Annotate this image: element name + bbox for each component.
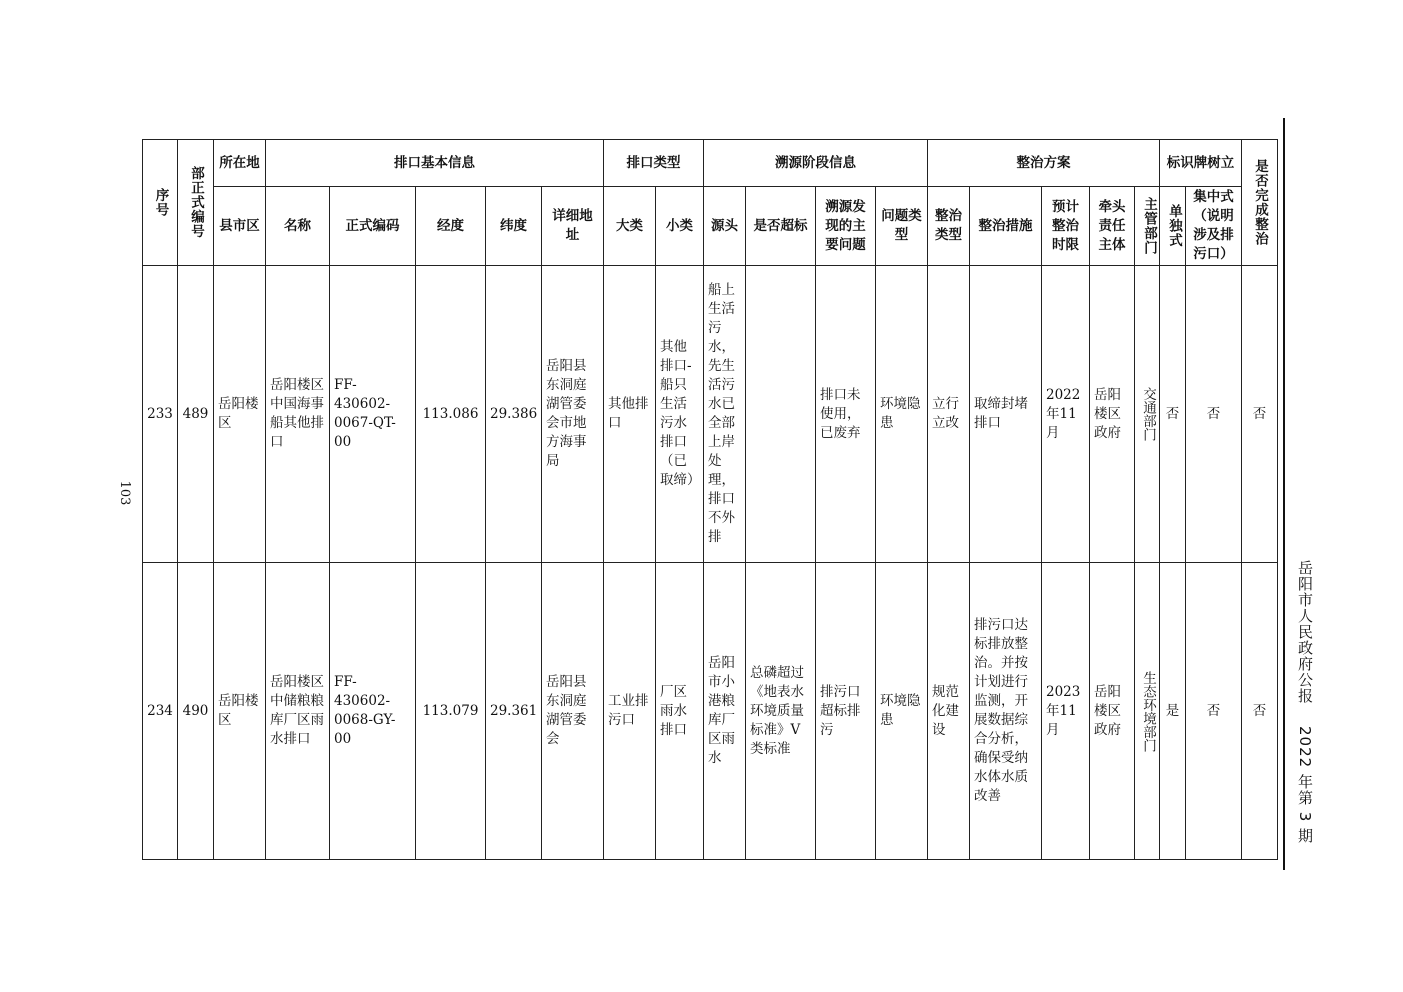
- cell-completed: 否: [1242, 563, 1278, 860]
- cell-source: 岳阳市小港粮库厂区雨水: [704, 563, 746, 860]
- cell-minor: 其他排口-船只生活污水排口（已取缔）: [656, 266, 704, 563]
- table-row: [143, 563, 1278, 860]
- cell-authority: 生态环境部门: [1135, 563, 1160, 860]
- cell-lead: 岳阳楼区政府: [1090, 563, 1135, 860]
- header-trace-info: 溯源阶段信息: [704, 140, 928, 187]
- cell-problem: 排口未使用，已废弃: [816, 266, 876, 563]
- page-number: 103: [117, 480, 132, 506]
- publication-title: 岳阳市人民政府公报: [1296, 560, 1314, 704]
- header-measures: 整治措施: [970, 187, 1042, 266]
- header-seq: 序号: [143, 140, 178, 266]
- cell-latitude: 29.361: [486, 563, 542, 860]
- header-completed: 是否完成整治: [1242, 140, 1278, 266]
- cell-authority: 交通部门: [1135, 266, 1160, 563]
- outlet-remediation-table: [142, 139, 1278, 860]
- header-row-2: [143, 187, 1278, 266]
- header-row-1: [143, 140, 1278, 187]
- cell-dept-code: 489: [178, 266, 214, 563]
- header-name: 名称: [266, 187, 330, 266]
- cell-latitude: 29.386: [486, 266, 542, 563]
- header-dept-code: 部正式编号: [178, 140, 214, 266]
- cell-address: 岳阳县东洞庭湖管委会市地方海事局: [542, 266, 604, 563]
- header-exceed: 是否超标: [746, 187, 816, 266]
- header-single: 单独式: [1160, 187, 1186, 266]
- cell-dept-code: 490: [178, 563, 214, 860]
- issue-label: 2022 年第 3 期: [1296, 726, 1314, 845]
- header-location: 所在地: [214, 140, 266, 187]
- cell-completed: 否: [1242, 266, 1278, 563]
- header-problem: 溯源发现的主要问题: [816, 187, 876, 266]
- header-minor: 小类: [656, 187, 704, 266]
- header-plan: 整治方案: [928, 140, 1160, 187]
- cell-seq: 233: [143, 266, 178, 563]
- cell-fix-type: 规范化建设: [928, 563, 970, 860]
- cell-problem-type: 环境隐患: [876, 563, 928, 860]
- cell-fix-type: 立行立改: [928, 266, 970, 563]
- cell-code: FF-430602-0068-GY-00: [330, 563, 416, 860]
- cell-county: 岳阳楼区: [214, 266, 266, 563]
- header-deadline: 预计整治时限: [1042, 187, 1090, 266]
- header-outlet-type: 排口类型: [604, 140, 704, 187]
- cell-lead: 岳阳楼区政府: [1090, 266, 1135, 563]
- table-row: [143, 266, 1278, 563]
- right-margin-rule: [1283, 118, 1285, 870]
- cell-code: FF-430602-0067-QT-00: [330, 266, 416, 563]
- cell-name: 岳阳楼区中储粮粮库厂区雨水排口: [266, 563, 330, 860]
- cell-single: 是: [1160, 563, 1186, 860]
- header-source: 源头: [704, 187, 746, 266]
- header-longitude: 经度: [416, 187, 486, 266]
- header-fix-type: 整治类型: [928, 187, 970, 266]
- header-sign: 标识牌树立: [1160, 140, 1242, 187]
- cell-exceed: [746, 266, 816, 563]
- cell-longitude: 113.079: [416, 563, 486, 860]
- header-lead: 牵头责任主体: [1090, 187, 1135, 266]
- cell-deadline: 2023年11月: [1042, 563, 1090, 860]
- running-header: [1295, 560, 1316, 844]
- cell-seq: 234: [143, 563, 178, 860]
- header-address: 详细地址: [542, 187, 604, 266]
- cell-longitude: 113.086: [416, 266, 486, 563]
- header-central: 集中式（说明涉及排污口）: [1186, 187, 1242, 266]
- cell-single: 否: [1160, 266, 1186, 563]
- cell-source: 船上生活污水，先生活污水已全部上岸处理，排口不外排: [704, 266, 746, 563]
- cell-central: 否: [1186, 563, 1242, 860]
- header-authority: 主管部门: [1135, 187, 1160, 266]
- cell-deadline: 2022年11月: [1042, 266, 1090, 563]
- cell-problem-type: 环境隐患: [876, 266, 928, 563]
- header-latitude: 纬度: [486, 187, 542, 266]
- cell-minor: 厂区雨水排口: [656, 563, 704, 860]
- cell-central: 否: [1186, 266, 1242, 563]
- header-county: 县市区: [214, 187, 266, 266]
- cell-major: 工业排污口: [604, 563, 656, 860]
- header-problem-type: 问题类型: [876, 187, 928, 266]
- cell-name: 岳阳楼区中国海事船其他排口: [266, 266, 330, 563]
- header-major: 大类: [604, 187, 656, 266]
- cell-address: 岳阳县东洞庭湖管委会: [542, 563, 604, 860]
- cell-major: 其他排口: [604, 266, 656, 563]
- header-code: 正式编码: [330, 187, 416, 266]
- cell-county: 岳阳楼区: [214, 563, 266, 860]
- cell-problem: 排污口超标排污: [816, 563, 876, 860]
- cell-measures: 排污口达标排放整治。并按计划进行监测，开展数据综合分析，确保受纳水体水质改善: [970, 563, 1042, 860]
- header-basic-info: 排口基本信息: [266, 140, 604, 187]
- cell-exceed: 总磷超过《地表水环境质量标准》V类标准: [746, 563, 816, 860]
- cell-measures: 取缔封堵排口: [970, 266, 1042, 563]
